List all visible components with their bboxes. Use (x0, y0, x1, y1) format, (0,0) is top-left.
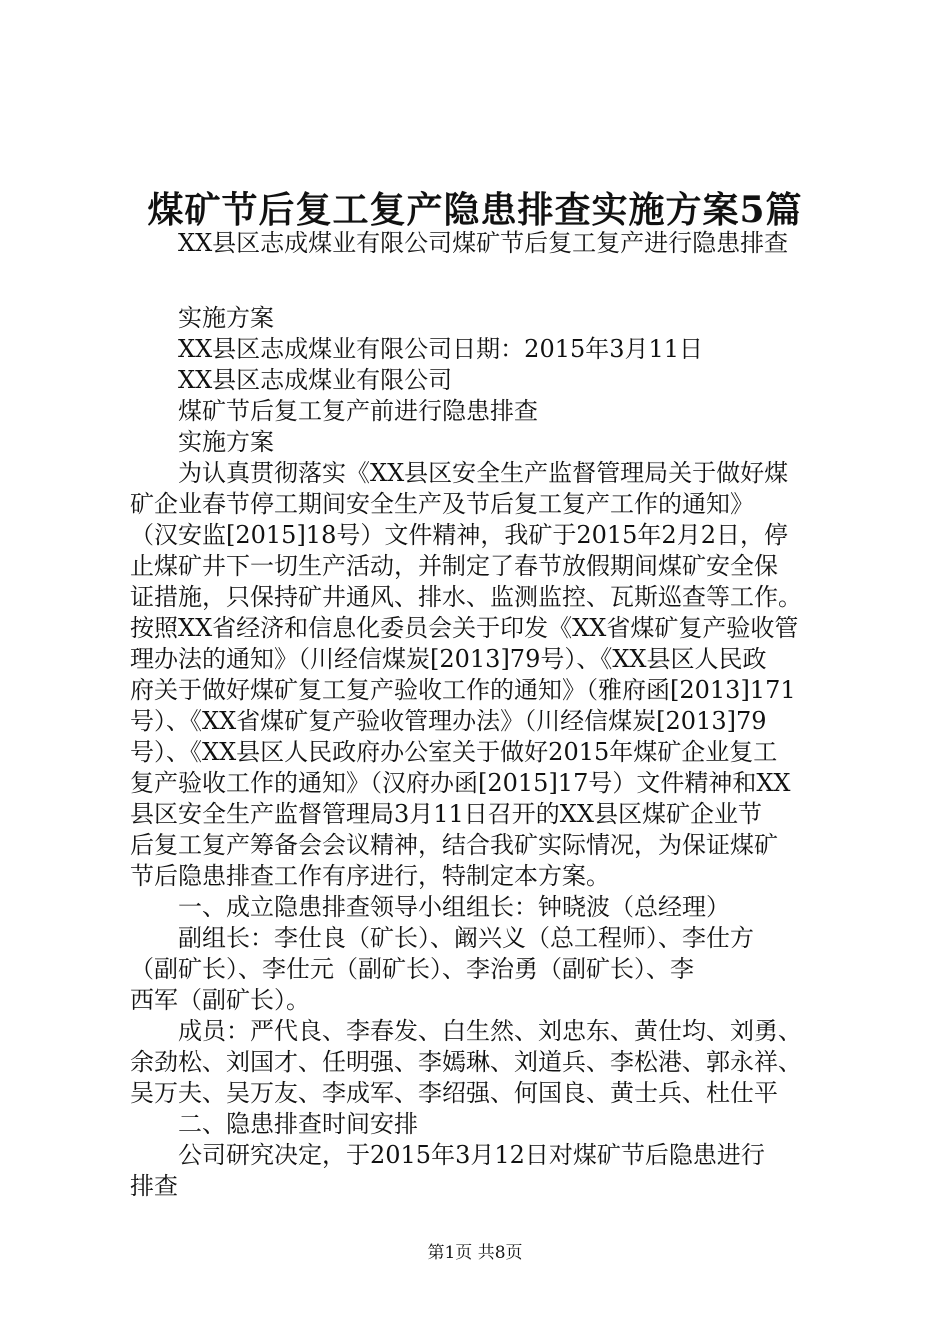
paragraph-line: 后复工复产筹备会会议精神，结合我矿实际情况，为保证煤矿 (130, 831, 778, 859)
paragraph-line: 止煤矿井下一切生产活动，并制定了春节放假期间煤矿安全保 (130, 552, 778, 580)
paragraph-line: 西军（副矿长）。 (130, 986, 310, 1014)
paragraph-line: XX县区志成煤业有限公司煤矿节后复工复产进行隐患排查 (178, 229, 789, 257)
paragraph-line: 余劲松、刘国才、任明强、李嫣琳、刘道兵、李松港、郭永祥、 (130, 1048, 802, 1076)
paragraph-line: 节后隐患排查工作有序进行，特制定本方案。 (130, 862, 610, 890)
paragraph-line: 成员：严代良、李春发、白生然、刘忠东、黄仕均、刘勇、 (178, 1017, 802, 1045)
paragraph-line: 府关于做好煤矿复工复产验收工作的通知》（雅府函[2013]171 (130, 676, 796, 704)
blank-line (130, 259, 830, 303)
paragraph-line: 证措施，只保持矿井通风、排水、监测监控、瓦斯巡查等工作。 (130, 583, 802, 611)
paragraph-line: 实施方案 (178, 304, 274, 332)
paragraph-line: XX县区志成煤业有限公司日期：2015年3月11日 (178, 335, 704, 363)
paragraph-line: 副组长：李仕良（矿长）、阚兴义（总工程师）、李仕方 (178, 924, 754, 952)
paragraph-line: 二、隐患排查时间安排 (178, 1110, 418, 1138)
paragraph-line: （副矿长）、李仕元（副矿长）、李治勇（副矿长）、李 (130, 955, 694, 983)
paragraph-line: 号）、《XX省煤矿复产验收管理办法》（川经信煤炭[2013]79 (130, 707, 767, 735)
paragraph-line: 为认真贯彻落实《XX县区安全生产监督管理局关于做好煤 (178, 459, 789, 487)
paragraph-line: 复产验收工作的通知》（汉府办函[2015]17号）文件精神和XX (130, 769, 791, 797)
paragraph-line: （汉安监[2015]18号）文件精神，我矿于2015年2月2日，停 (130, 521, 788, 549)
paragraph-line: 一、成立隐患排查领导小组组长：钟晓波（总经理） (178, 893, 730, 921)
paragraph-line: 煤矿节后复工复产前进行隐患排查 (178, 397, 538, 425)
paragraph-line: 吴万夫、吴万友、李成军、李绍强、何国良、黄士兵、杜仕平 (130, 1079, 778, 1107)
document-body (130, 228, 830, 1202)
paragraph-line: 理办法的通知》（川经信煤炭[2013]79号）、《XX县区人民政 (130, 645, 767, 673)
paragraph-line: 公司研究决定，于2015年3月12日对煤矿节后隐患进行 (178, 1141, 765, 1169)
page-number-footer: 第1页 共8页 (427, 1243, 523, 1263)
paragraph-line: 县区安全生产监督管理局3月11日召开的XX县区煤矿企业节 (130, 800, 762, 828)
paragraph-line: XX县区志成煤业有限公司 (178, 366, 453, 394)
paragraph-line: 排查 (130, 1172, 178, 1200)
paragraph-line: 实施方案 (178, 428, 274, 456)
paragraph-line: 号）、《XX县区人民政府办公室关于做好2015年煤矿企业复工 (130, 738, 778, 766)
document-title: 煤矿节后复工复产隐患排查实施方案5篇 (147, 189, 803, 231)
paragraph-line: 按照XX省经济和信息化委员会关于印发《XX省煤矿复产验收管 (130, 614, 799, 642)
paragraph-line: 矿企业春节停工期间安全生产及节后复工复产工作的通知》 (130, 490, 754, 518)
